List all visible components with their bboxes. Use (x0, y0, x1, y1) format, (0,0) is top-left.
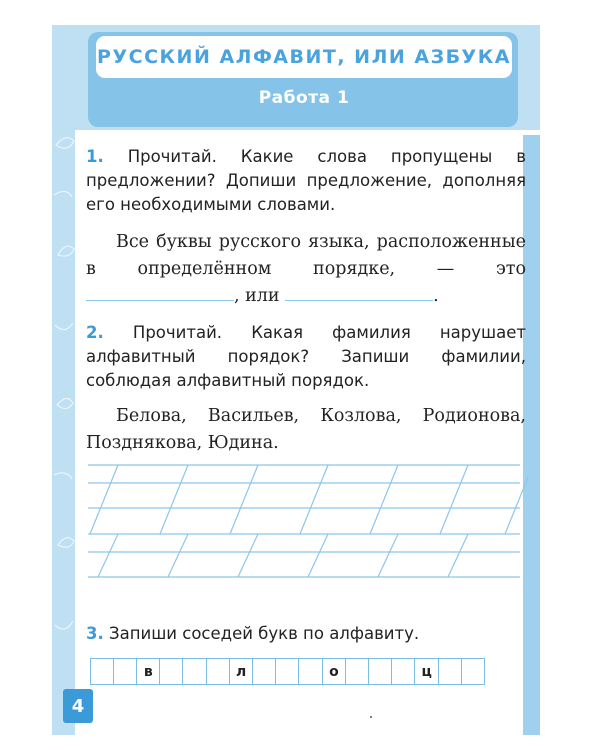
task-1-sentence-end: . (433, 286, 439, 306)
letter-cell: ц (414, 658, 439, 685)
slant-line (160, 465, 188, 534)
slant-line (505, 465, 528, 534)
task-1-sentence (86, 229, 526, 310)
task-1-instruction (86, 145, 526, 217)
title-box (96, 36, 512, 78)
letter-cell[interactable] (159, 658, 184, 685)
task-2-number: 2. (86, 323, 104, 342)
task-3-instruction-text: Запиши соседей букв по алфавиту. (109, 624, 420, 643)
letter-cell[interactable] (391, 658, 416, 685)
letter-cell[interactable] (90, 658, 115, 685)
task-1-instruction-text: Прочитай. Какие слова пропущены в предложении? Допиши предложение, дополняя его необходимыми словами. (86, 147, 526, 214)
task-3-number: 3. (86, 624, 104, 643)
task-2-instruction (86, 321, 526, 393)
slant-line (448, 534, 468, 577)
leaf-pattern-icon (52, 25, 75, 735)
task-2-surnames: Белова, Васильев, Козлова, Родионова, Позднякова, Юдина. (86, 406, 526, 453)
slant-line (168, 534, 188, 577)
letter-cell[interactable] (113, 658, 138, 685)
task-1-number: 1. (86, 147, 104, 166)
letter-cell[interactable] (252, 658, 277, 685)
task-3-instruction (86, 622, 526, 646)
letter-cell: о (322, 658, 347, 685)
letter-cell[interactable] (438, 658, 463, 685)
task-3 (86, 622, 526, 646)
answer-blank-2[interactable] (285, 284, 433, 301)
slant-line (378, 534, 398, 577)
task-1 (86, 145, 526, 310)
writing-lines-area[interactable] (88, 455, 528, 590)
slant-line (370, 465, 398, 534)
slant-line (238, 534, 258, 577)
letter-cell[interactable] (298, 658, 323, 685)
task-1-sentence-mid: , или (234, 286, 280, 306)
print-dot (370, 716, 372, 718)
answer-blank-1[interactable] (86, 284, 234, 301)
letter-cell[interactable] (461, 658, 486, 685)
letter-cell[interactable] (368, 658, 393, 685)
task-2 (86, 321, 526, 457)
slant-line (98, 534, 118, 577)
page-title: РУССКИЙ АЛФАВИТ, ИЛИ АЗБУКА (97, 46, 511, 68)
letter-cells-row (91, 658, 485, 685)
slant-line (308, 534, 328, 577)
letter-cell[interactable] (206, 658, 231, 685)
letter-cell: в (136, 658, 161, 685)
task-2-instruction-text: Прочитай. Какая фамилия нарушает алфавитный порядок? Запиши фамилии, соблюдая алфавитный порядок. (86, 323, 526, 390)
letter-cell[interactable] (345, 658, 370, 685)
letter-cell: л (229, 658, 254, 685)
slant-line (440, 465, 468, 534)
left-decorative-band (52, 25, 75, 735)
task-1-sentence-start: Все буквы русского языка, расположенные в определённом порядке, — это (86, 232, 526, 279)
page-subtitle: Работа 1 (258, 88, 350, 108)
page-number: 4 (63, 689, 93, 723)
slant-line (300, 465, 328, 534)
letter-cell[interactable] (275, 658, 300, 685)
slant-line (90, 465, 118, 534)
slant-line (230, 465, 258, 534)
letter-cell[interactable] (182, 658, 207, 685)
